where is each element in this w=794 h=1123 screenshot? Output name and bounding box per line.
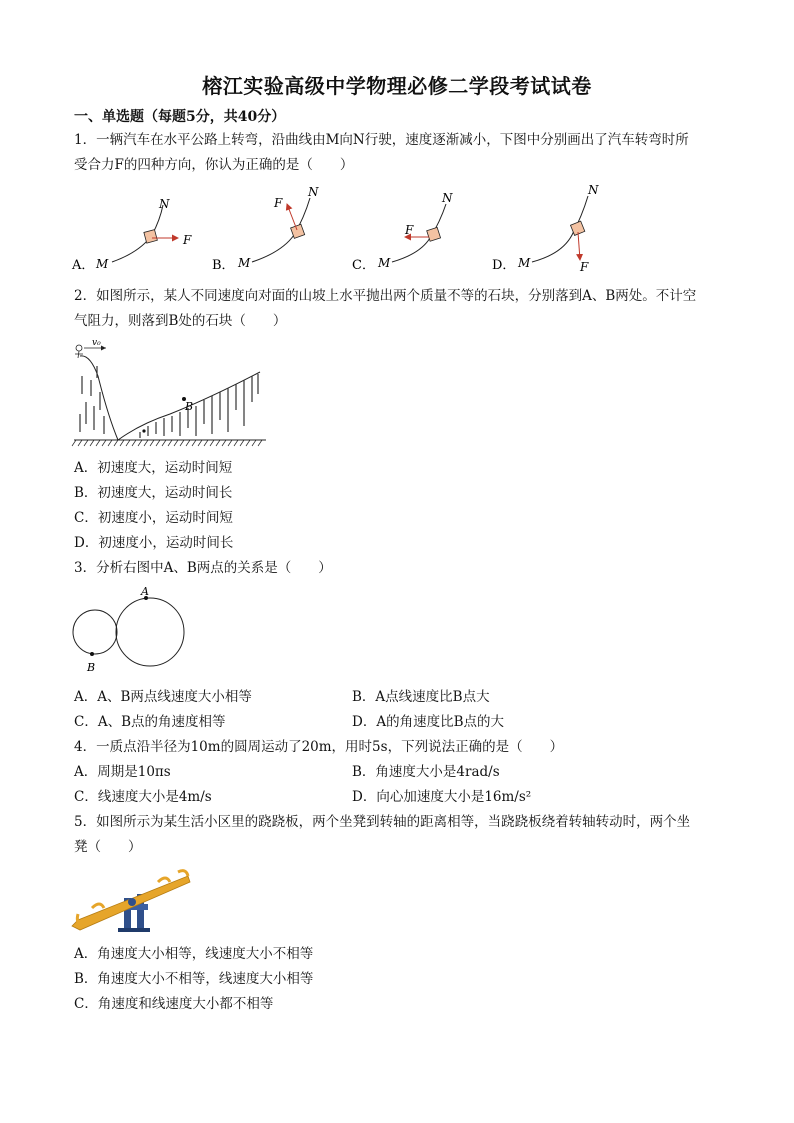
label-n: N [159, 197, 170, 211]
page-title: 榕江实验高级中学物理必修二学段考试试卷 [202, 74, 592, 98]
label-f: F [183, 233, 192, 247]
q1-option-c-label: C． [352, 258, 375, 273]
q1-stem-line2: 受合力F的四种方向，你认为正确的是（ ） [74, 157, 354, 173]
q2-option-b[interactable]: B．初速度大，运动时间长 [74, 485, 233, 501]
label-m: M [96, 257, 109, 271]
q5-seesaw-figure [70, 864, 195, 936]
label-f: F [405, 223, 414, 237]
q4-option-a[interactable]: A．周期是10πs [74, 764, 171, 780]
label-a: A [141, 586, 149, 598]
q1-option-d-label: D． [492, 258, 516, 273]
q1-figure-c [352, 191, 453, 273]
q2-stem-line2: 气阻力，则落到B处的石块（ ） [74, 313, 287, 329]
label-v0: v₀ [92, 338, 101, 348]
q3-option-d[interactable]: D．A的角速度比B点的大 [352, 714, 504, 730]
q5-stem-line2: 凳（ ） [74, 839, 142, 855]
q2-stem-line1: 2．如图所示，某人不同速度向对面的山坡上水平抛出两个质量不等的石块，分别落到A、B两处。不计空 [74, 288, 697, 304]
force-arrow [287, 204, 297, 230]
q3-option-c[interactable]: C．A、B点的角速度相等 [74, 714, 226, 730]
label-n: N [442, 191, 453, 205]
q1-figure-d [492, 183, 599, 274]
q1-option-a-label: A． [72, 258, 95, 273]
q3-stem: 3．分析右图中A、B两点的关系是（ ） [74, 560, 332, 576]
q3-option-a[interactable]: A．A、B两点线速度大小相等 [74, 689, 252, 705]
q4-option-b[interactable]: B．角速度大小是4rad/s [352, 764, 500, 780]
q2-option-c[interactable]: C．初速度小，运动时间短 [74, 510, 233, 526]
q1-stem-line1: 1．一辆汽车在水平公路上转弯，沿曲线由M向N行驶，速度逐渐减小，下图中分别画出了汽车转弯时所 [74, 132, 689, 148]
q3-option-b[interactable]: B．A点线速度比B点大 [352, 689, 490, 705]
label-m: M [518, 256, 531, 270]
q1-figure-a [71, 197, 192, 273]
q2-option-a[interactable]: A．初速度大，运动时间短 [74, 460, 233, 476]
label-b: B [185, 400, 194, 413]
label-m: M [238, 256, 251, 270]
q2-option-d[interactable]: D．初速度小，运动时间长 [74, 535, 234, 551]
label-n: N [588, 183, 599, 197]
force-arrow [578, 232, 580, 260]
q4-option-d[interactable]: D．向心加速度大小是16m/s² [352, 789, 532, 805]
section-heading: 一、单选题（每题5分，共40分） [74, 109, 286, 125]
label-m: M [378, 256, 391, 270]
q5-option-b[interactable]: B．角速度大小不相等，线速度大小相等 [74, 971, 314, 987]
label-f: F [580, 260, 589, 274]
q5-stem-line1: 5．如图所示为某生活小区里的跷跷板，两个坐凳到转轴的距离相等，当跷跷板绕着转轴转动时，两个坐 [74, 814, 691, 830]
label-b: B [87, 661, 96, 674]
q1-option-b-label: B． [212, 258, 235, 273]
q2-hill-figure [70, 336, 270, 451]
q1-figure-b [212, 185, 319, 273]
q5-option-c[interactable]: C．角速度和线速度大小都不相等 [74, 996, 274, 1012]
q4-stem: 4．一质点沿半径为10m的圆周运动了20m，用时5s，下列说法正确的是（ ） [74, 739, 564, 755]
label-f: F [274, 196, 283, 210]
q5-option-a[interactable]: A．角速度大小相等，线速度大小不相等 [74, 946, 314, 962]
q4-option-c[interactable]: C．线速度大小是4m/s [74, 789, 212, 805]
label-n: N [308, 185, 319, 199]
q3-circles-figure [70, 586, 195, 678]
q1-figures [60, 180, 620, 280]
